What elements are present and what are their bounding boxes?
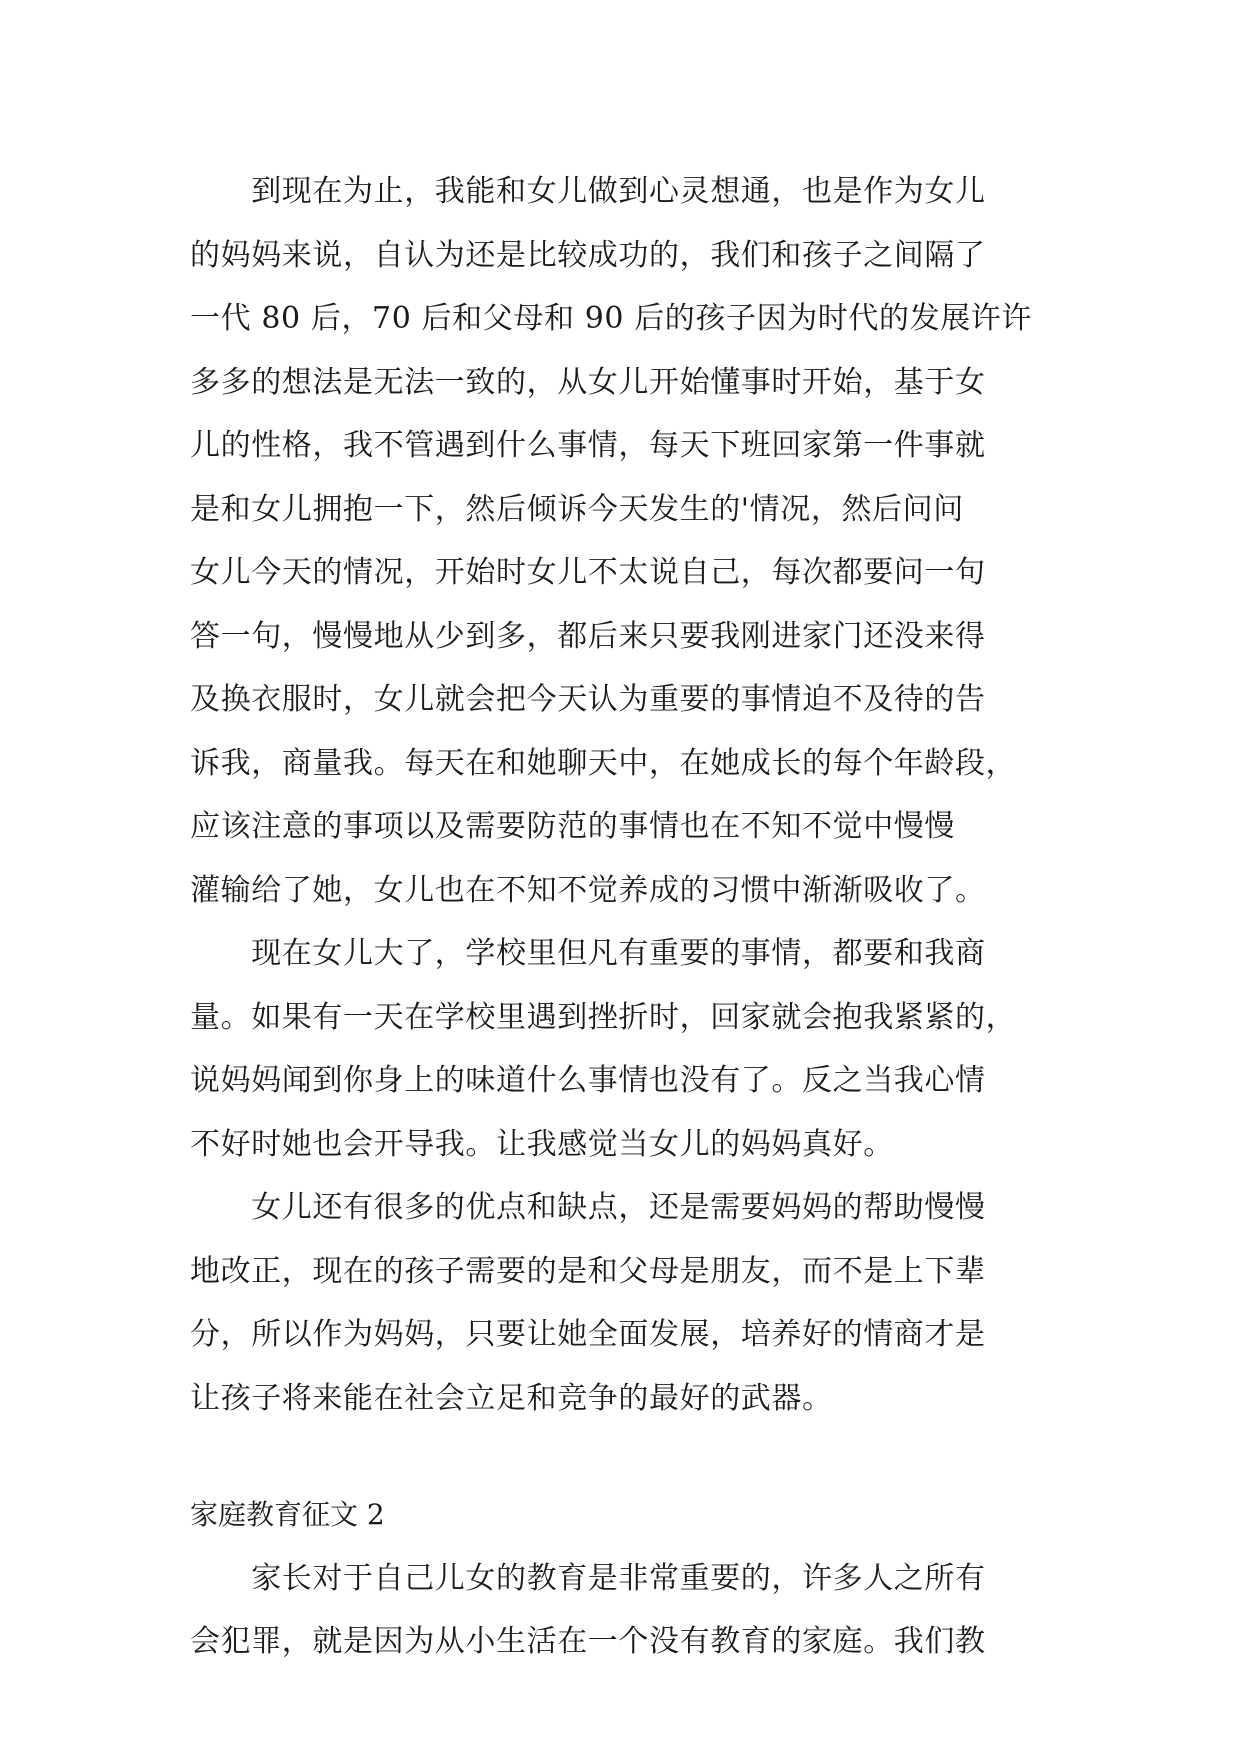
text-line: 多多的想法是无法一致的，从女儿开始懂事时开始，基于女 <box>190 364 986 400</box>
text-line: 灌输给了她，女儿也在不知不觉养成的习惯中渐渐吸收了。 <box>190 872 986 908</box>
paragraph-2 <box>190 922 1060 1176</box>
text-line: 诉我，商量我。每天在和她聊天中，在她成长的每个年龄段， <box>190 745 1017 781</box>
text-line: 到现在为止，我能和女儿做到心灵想通，也是作为女儿 <box>190 174 986 209</box>
document-page <box>190 160 1060 1674</box>
text-line: 儿的性格，我不管遇到什么事情，每天下班回家第一件事就 <box>190 428 986 463</box>
text-line: 家长对于自己儿女的教育是非常重要的，许多人之所有 <box>190 1560 986 1596</box>
text-line: 现在女儿大了，学校里但凡有重要的事情，都要和我商 <box>190 936 986 971</box>
text-line: 应该注意的事项以及需要防范的事情也在不知不觉中慢慢 <box>190 809 955 844</box>
text-line: 会犯罪，就是因为从小生活在一个没有教育的家庭。我们教 <box>190 1624 986 1659</box>
text-line: 让孩子将来能在社会立足和竞争的最好的武器。 <box>190 1380 833 1416</box>
text-line: 不好时她也会开导我。让我感觉当女儿的妈妈真好。 <box>190 1126 894 1162</box>
section-heading: 家庭教育征文 2 <box>190 1498 385 1531</box>
text-line: 地改正，现在的孩子需要的是和父母是朋友，而不是上下辈 <box>190 1253 986 1289</box>
text-line: 及换衣服时，女儿就会把今天认为重要的事情迫不及待的告 <box>190 682 986 717</box>
text-line: 一代 80 后，70 后和父母和 90 后的孩子因为时代的发展许许 <box>190 301 1033 336</box>
text-line: 量。如果有一天在学校里遇到挫折时，回家就会抱我紧紧的， <box>190 999 1017 1035</box>
text-line: 女儿今天的情况，开始时女儿不太说自己，每次都要问一句 <box>190 555 986 590</box>
text-line: 说妈妈闻到你身上的味道什么事情也没有了。反之当我心情 <box>190 1063 986 1098</box>
text-line: 分，所以作为妈妈，只要让她全面发展，培养好的情商才是 <box>190 1317 986 1352</box>
paragraph-3 <box>190 1176 1060 1430</box>
paragraph-1 <box>190 160 1060 922</box>
paragraph-4 <box>190 1547 1060 1674</box>
text-line: 答一句，慢慢地从少到多，都后来只要我刚进家门还没来得 <box>190 618 986 654</box>
text-line: 是和女儿拥抱一下，然后倾诉今天发生的'情况，然后问问 <box>190 491 964 527</box>
text-line: 的妈妈来说，自认为还是比较成功的，我们和孩子之间隔了 <box>190 237 986 273</box>
text-line: 女儿还有很多的优点和缺点，还是需要妈妈的帮助慢慢 <box>190 1190 986 1225</box>
